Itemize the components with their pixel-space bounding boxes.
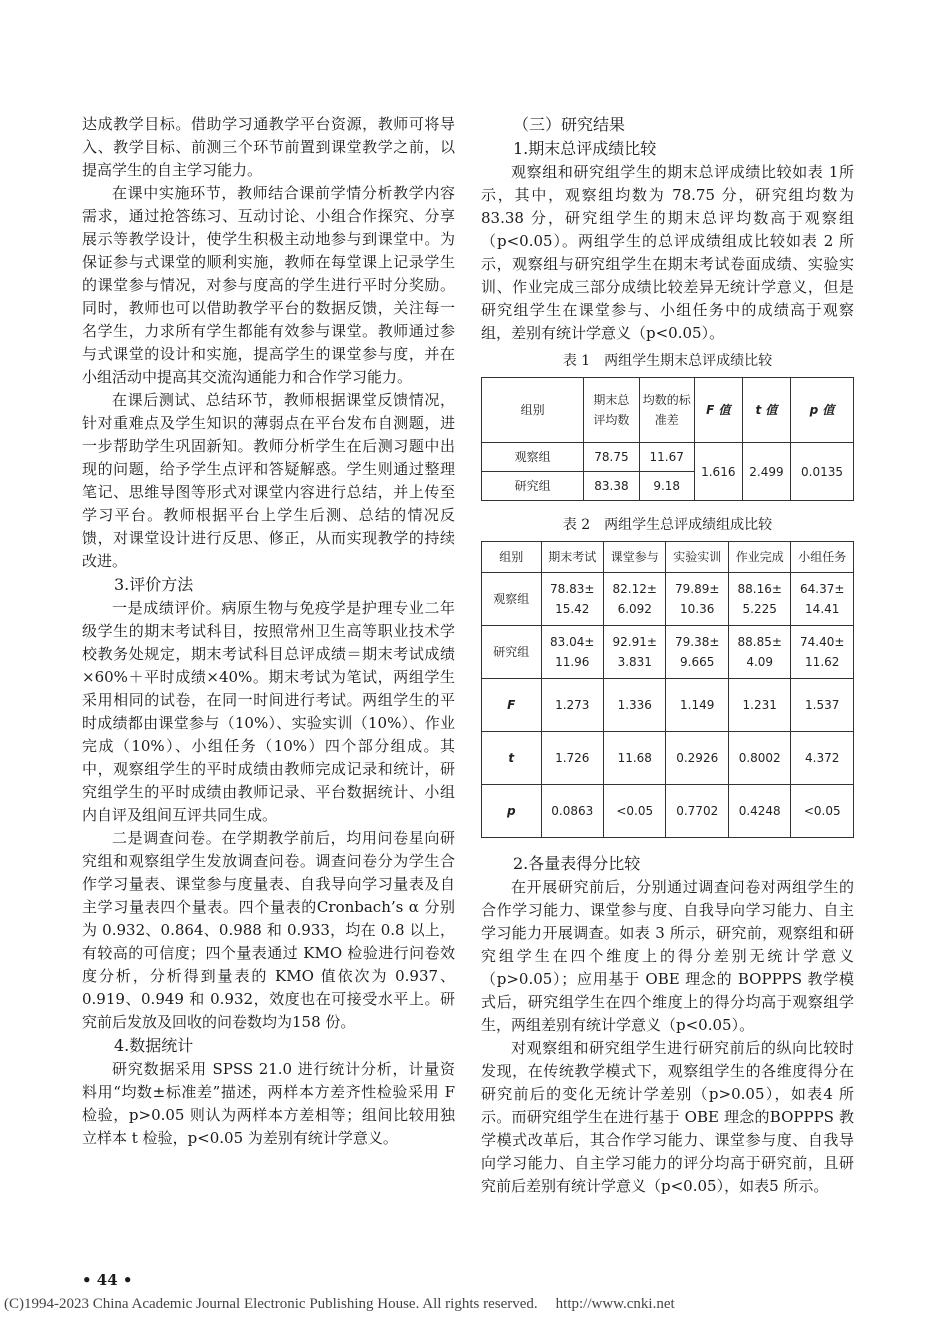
- table-cell: 0.8002: [728, 732, 790, 785]
- table-row-label: 观察组: [482, 573, 542, 626]
- table-cell: 82.12± 6.092: [604, 573, 666, 626]
- table-cell: 1.149: [666, 679, 728, 732]
- table-header-cell: p 值: [791, 378, 854, 443]
- table-caption: 表 1 两组学生期末总评成绩比较: [562, 353, 773, 369]
- table-row: [482, 443, 854, 472]
- table-header-cell: [639, 378, 694, 443]
- table-row-label: F: [482, 679, 542, 732]
- footer: [4, 1296, 675, 1313]
- table-cell-p: 0.0135: [791, 443, 854, 501]
- table-cell: <0.05: [791, 785, 854, 838]
- page-number: • 44 •: [82, 1271, 133, 1289]
- table-cell: 79.89± 10.36: [666, 573, 728, 626]
- table-cell: 9.18: [639, 472, 694, 501]
- table-cell: 1.336: [604, 679, 666, 732]
- table-cell: 4.372: [791, 732, 854, 785]
- table-row: [482, 679, 854, 732]
- table-row-label: p: [482, 785, 542, 838]
- table-cell: 研究组: [482, 472, 584, 501]
- paragraph: 研究数据采用 SPSS 21.0 进行统计分析，计量资料用“均数±标准差”描述，两样本方差齐性检验采用 F 检验，p>0.05 则认为两样本方差相等；组间比较用独立样本 t 检验，p<0.05 为差别有统计学意义。: [82, 1060, 455, 1147]
- paragraph: 一是成绩评价。病原生物与免疫学是护理专业二年级学生的期末考试科目，按照常州卫生高等职业技术学校教务处规定，期末考试科目总评成绩＝期末考试成绩×60%＋平时成绩×40%。期末考试为笔试，两组学生采用相同的试卷，在同一时间进行考试。两组学生的平时成绩都由课堂参与（10%）、实验实训（10%）、作业完成（10%）、小组任务（10%）四个部分组成。其中，观察组学生的平时成绩由教师完成记录和统计，研究组学生的平时成绩由教师记录、平台数据统计、小组内自评及组间互评共同生成。: [82, 599, 455, 824]
- subsection-heading: 2.各量表得分比较: [513, 854, 641, 873]
- table-header-cell: 实验实训: [666, 542, 728, 573]
- table-cell: 11.68: [604, 732, 666, 785]
- table-header-cell: F 值: [694, 378, 742, 443]
- paragraph: 达成教学目标。借助学习通教学平台资源，教师可将导入、教学目标、前测三个环节前置到课堂教学之前，以提高学生的自主学习能力。: [82, 115, 455, 179]
- table-cell: 0.7702: [666, 785, 728, 838]
- table-row-label: t: [482, 732, 542, 785]
- table-header-row: [482, 378, 854, 443]
- paragraph: 对观察组和研究组学生进行研究前后的纵向比较时发现，在传统教学模式下，观察组学生的各维度得分在研究前后的变化无统计学差别（p>0.05），如表4 所示。而研究组学生在进行基于 OBE 理念的BOPPPS 教学模式改革后，其合作学习能力、课堂参与度、自我导向学习能力、自主学习能力的评分均高于研究前，且研究前后差别有统计学意义（p<0.05），如表5 所示。: [481, 1039, 854, 1195]
- subsection-heading: 4.数据统计: [114, 1036, 194, 1055]
- left-column: [82, 113, 455, 1150]
- table-header-cell: 课堂参与: [604, 542, 666, 573]
- table-cell: 83.38: [584, 472, 640, 501]
- table-cell: 78.75: [584, 443, 640, 472]
- table-row: [482, 573, 854, 626]
- table-cell: 88.85± 4.09: [728, 626, 790, 679]
- table-cell: 74.40± 11.62: [791, 626, 854, 679]
- paragraph: 二是调查问卷。在学期教学前后，均用问卷星向研究组和观察组学生发放调查问卷。调查问卷分为学生合作学习量表、课堂参与度量表、自我导向学习量表及自主学习量表四个量表。四个量表的Cronbach’s α 分别为 0.932、0.864、0.988 和 0.933，均在 0.8 以上，有较高的可信度；四个量表通过 KMO 检验进行问卷效度分析，分析得到量表的 KMO 值依次为 0.937、0.919、0.949 和 0.932，效度也在可接受水平上。研究前后发放及回收的问卷数均为158 份。: [82, 829, 455, 1031]
- table-cell: 0.2926: [666, 732, 728, 785]
- table-header-row: [482, 542, 854, 573]
- subsection-heading: 3.评价方法: [114, 575, 194, 594]
- table-header-text: 期末总评均数: [593, 393, 630, 427]
- table-cell: 1.726: [541, 732, 603, 785]
- table-header-cell: [584, 378, 640, 443]
- table-cell: 78.83± 15.42: [541, 573, 603, 626]
- table-cell: 83.04± 11.96: [541, 626, 603, 679]
- subsection-heading: 1.期末总评成绩比较: [513, 139, 657, 158]
- table-cell: 0.0863: [541, 785, 603, 838]
- table-row: [482, 785, 854, 838]
- paragraph: 在课后测试、总结环节，教师根据课堂反馈情况，针对重难点及学生知识的薄弱点在平台发布自测题，进一步帮助学生巩固新知。教师分析学生在后测习题中出现的问题，给予学生点评和答疑解惑。学生则通过整理笔记、思维导图等形式对课堂内容进行总结，并上传至学习平台。教师根据平台上学生后测、总结的情况反馈，对课堂设计进行反思、修正，从而实现教学的持续改进。: [82, 391, 455, 570]
- table-header-cell: 组别: [482, 378, 584, 443]
- table-row-label: 研究组: [482, 626, 542, 679]
- table-row: [482, 626, 854, 679]
- footer-url[interactable]: http://www.cnki.net: [555, 1296, 675, 1312]
- paragraph: 在课中实施环节，教师结合课前学情分析教学内容需求，通过抢答练习、互动讨论、小组合作探究、分享展示等教学设计，使学生积极主动地参与到课堂中。为保证参与式课堂的顺利实施，教师在每堂课上记录学生的课堂参与情况，对参与度高的学生进行平时分奖励。同时，教师也可以借助教学平台的数据反馈，关注每一名学生，力求所有学生都能有效参与课堂。教师通过参与式课堂的设计和实施，提高学生的课堂参与度，并在小组活动中提高其交流沟通能力和合作学习能力。: [82, 184, 455, 386]
- table-cell: 79.38± 9.665: [666, 626, 728, 679]
- table-cell-f: 1.616: [694, 443, 742, 501]
- copyright-text: (C)1994-2023 China Academic Journal Electronic Publishing House. All rights reserved.: [4, 1296, 538, 1312]
- table-cell: 1.231: [728, 679, 790, 732]
- table-2: [481, 541, 854, 838]
- table-cell: 92.91± 3.831: [604, 626, 666, 679]
- table-header-cell: 作业完成: [728, 542, 790, 573]
- paragraph: 观察组和研究组学生的期末总评成绩比较如表 1所示，其中，观察组均数为 78.75 分，研究组均数为 83.38 分，研究组学生的期末总评均数高于观察组（p<0.05）。两组学生的总评成绩组成比较如表 2 所示，观察组与研究组学生在期末考试卷面成绩、实验实训、作业完成三部分成绩比较差异无统计学意义，但是研究组学生在课堂参与、小组任务中的成绩高于观察组，差别有统计学意义（p<0.05）。: [481, 163, 854, 342]
- table-cell: 0.4248: [728, 785, 790, 838]
- table-caption: 表 2 两组学生总评成绩组成比较: [562, 517, 773, 533]
- table-cell: <0.05: [604, 785, 666, 838]
- table-cell: 64.37± 14.41: [791, 573, 854, 626]
- table-cell: 1.537: [791, 679, 854, 732]
- table-header-text: 均数的标准差: [642, 393, 691, 427]
- section-heading: （三）研究结果: [513, 115, 626, 134]
- table-cell: 1.273: [541, 679, 603, 732]
- table-header-cell: 小组任务: [791, 542, 854, 573]
- right-column: [481, 113, 854, 1198]
- table-1: [481, 377, 854, 501]
- table-row: [482, 732, 854, 785]
- table-header-cell: 组别: [482, 542, 542, 573]
- table-cell: 88.16± 5.225: [728, 573, 790, 626]
- paragraph: 在开展研究前后，分别通过调查问卷对两组学生的合作学习能力、课堂参与度、自我导向学习能力、自主学习能力开展调查。如表 3 所示，研究前，观察组和研究组学生在四个维度上的得分差别无统计学意义（p>0.05）；应用基于 OBE 理念的 BOPPPS 教学模式后，研究组学生在四个维度上的得分均高于观察组学生，两组差别有统计学意义（p<0.05）。: [481, 878, 854, 1034]
- table-cell: 11.67: [639, 443, 694, 472]
- table-header-cell: t 值: [742, 378, 790, 443]
- table-cell: 观察组: [482, 443, 584, 472]
- table-cell-t: 2.499: [742, 443, 790, 501]
- table-header-cell: 期末考试: [541, 542, 603, 573]
